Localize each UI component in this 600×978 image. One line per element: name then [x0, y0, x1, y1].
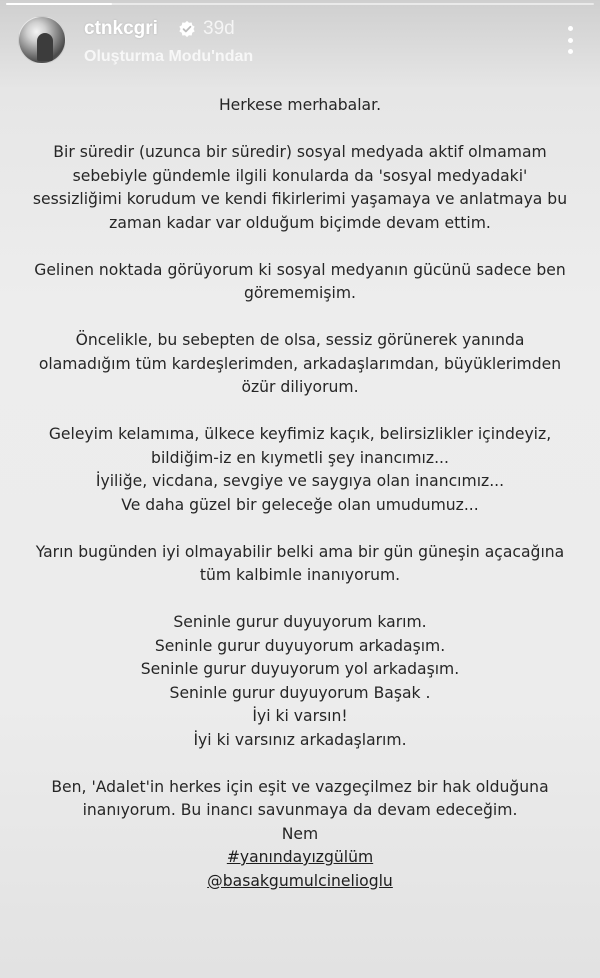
text-line: Seninle gurur duyuyorum Başak .: [169, 683, 431, 702]
menu-dot: [568, 38, 573, 43]
more-options-icon[interactable]: [562, 26, 578, 54]
story-progress-bar: [6, 3, 594, 5]
greeting: Herkese merhabalar.: [218, 96, 382, 114]
text-line: Ve daha güzel bir geleceğe olan umudumuz...: [121, 495, 479, 514]
text-line: Geleyim kelamıma, ülkece keyfimiz kaçık, belirsizlikler içindeyiz, bildiğim-iz en kıymetli şey inancımız...: [48, 425, 552, 467]
source-label[interactable]: Oluşturma Modu'ndan: [84, 48, 254, 65]
avatar[interactable]: [18, 16, 66, 64]
menu-dot: [568, 49, 573, 54]
avatar-figure: [37, 33, 53, 61]
paragraph-hope: Yarın bugünden iyi olmayabilir belki ama bir gün güneşin açacağına tüm kalbimle inanıyorum.: [35, 542, 565, 584]
paragraph-social-media: Gelinen noktada görüyorum ki sosyal medyanın gücünü sadece ben görememişim.: [34, 260, 566, 302]
text-line: İyiliğe, vicdana, sevgiye ve saygıya olan inancımız...: [95, 472, 505, 490]
story-progress-fill: [6, 3, 112, 5]
menu-dot: [568, 26, 573, 31]
text-line: Ben, 'Adalet'in herkes için eşit ve vazgeçilmez bir hak olduğuna inanıyorum. Bu inancı savunmaya da devam edeceğim.: [51, 777, 549, 819]
hashtag-link[interactable]: #yanındayızgülüm: [226, 848, 374, 866]
text-line: İyi ki varsın!: [252, 707, 348, 725]
paragraph-intro: Bir süredir (uzunca bir süredir) sosyal medyada aktif olmamam sebebiyle gündemle ilgili konularda da 'sosyal medyadaki' sessizliğimi korudum ve kendi fikirlerimi yaşamaya ve anlatmaya bu zaman kadar var olduğum biçimde devam ettim.: [32, 143, 568, 232]
text-line: Seninle gurur duyuyorum arkadaşım.: [154, 636, 446, 655]
text-line: İyi ki varsınız arkadaşlarım.: [193, 730, 407, 749]
post-time: 39d: [203, 18, 235, 39]
verified-badge-icon: [178, 20, 196, 38]
paragraph-justice: [30, 776, 570, 894]
text-line: Seninle gurur duyuyorum yol arkadaşım.: [140, 660, 460, 678]
signature: Nem: [281, 824, 319, 843]
story-text: [30, 94, 570, 893]
story-header: [18, 14, 582, 70]
paragraph-apology: Öncelikle, bu sebepten de olsa, sessiz görünerek yanında olamadığım tüm kardeşlerimden, arkadaşlarımdan, büyüklerimden özür diliyorum.: [38, 331, 562, 396]
paragraph-pride: [30, 611, 570, 752]
text-line: Seninle gurur duyuyorum karım.: [173, 613, 427, 631]
username[interactable]: ctnkcgri: [84, 18, 158, 39]
mention-link[interactable]: @basakgumulcinelioglu: [207, 871, 393, 890]
paragraph-beliefs: [30, 423, 570, 517]
